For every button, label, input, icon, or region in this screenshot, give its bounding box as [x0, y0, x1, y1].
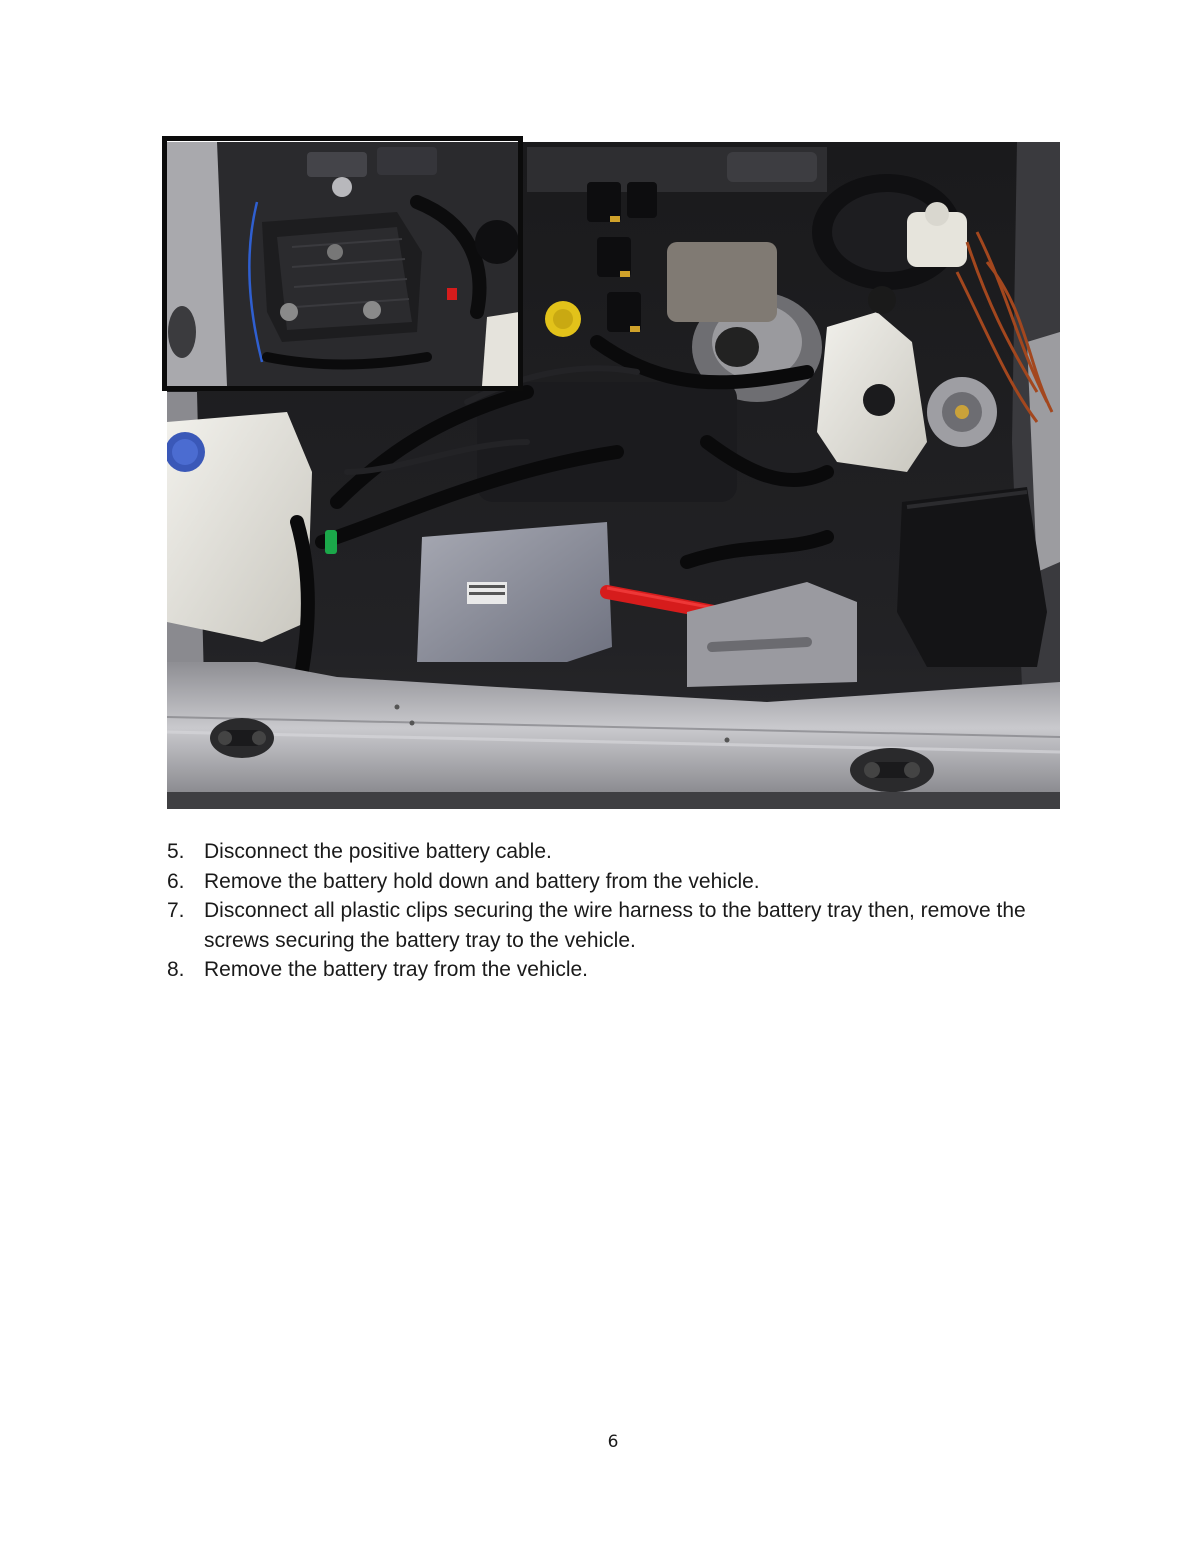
engine-bay-photo: [167, 142, 1060, 809]
instruction-steps: [167, 837, 1047, 985]
step-number: 5.: [167, 840, 185, 863]
page-number: 6: [607, 1432, 619, 1452]
step-item: [167, 837, 1047, 867]
step-text: Disconnect all plastic clips securing the wire harness to the battery tray then, remove the screws securing the battery tray to the vehicle.: [204, 899, 1026, 952]
step-item: [167, 896, 1047, 955]
step-number: 8.: [167, 958, 185, 981]
step-text: Remove the battery hold down and battery from the vehicle.: [204, 869, 760, 893]
step-item: [167, 867, 1047, 897]
step-text: Remove the battery tray from the vehicle.: [204, 958, 588, 981]
step-text: Disconnect the positive battery cable.: [204, 840, 552, 863]
step-item: [167, 955, 1047, 985]
step-number: 6.: [167, 869, 185, 893]
step-number: 7.: [167, 899, 185, 922]
